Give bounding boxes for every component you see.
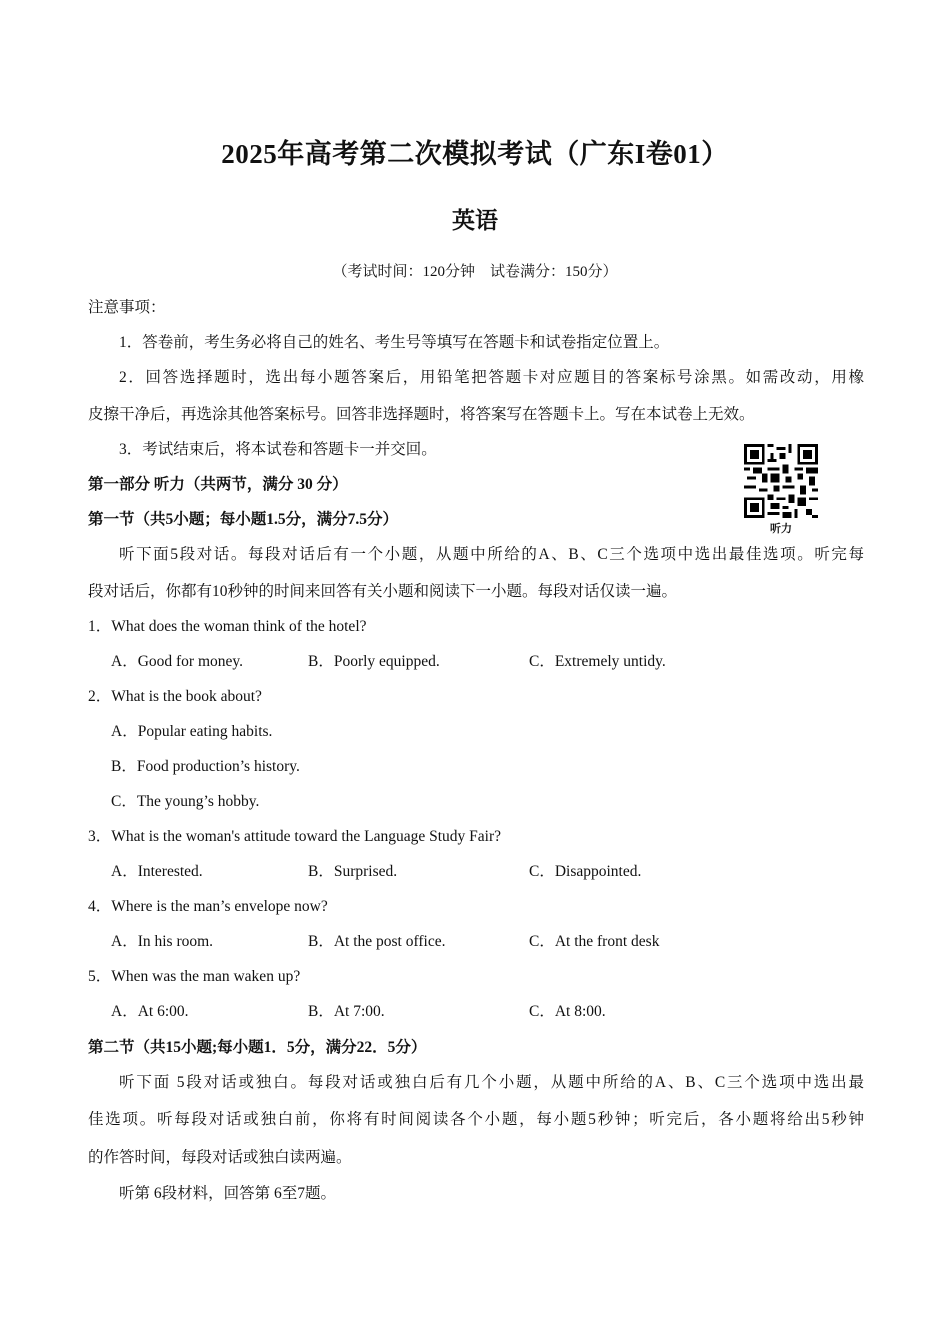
note-item-1: 1．答卷前，考生务必将自己的姓名、考生号等填写在答题卡和试卷指定位置上。 (119, 334, 670, 351)
option-a: A．Popular eating habits. (111, 723, 273, 740)
question-5-options (0, 999, 950, 1023)
part1-heading: 第一部分 听力（共两节，满分 30 分） (88, 476, 348, 493)
option-c: C．Extremely untidy. (529, 653, 666, 670)
exam-title: 2025年高考第二次模拟考试（广东I卷01） (221, 139, 729, 169)
section1-instruction-line-1: 听下面5段对话。每段对话后有一个小题，从题中所给的A、B、C三个选项中选出最佳选项。听完每 (119, 546, 864, 563)
material-6-instruction: 听第 6段材料，回答第 6至7题。 (119, 1185, 337, 1202)
section2-instruction-line-2: 佳选项。听每段对话或独白前，你将有时间阅读各个小题，每小题5秒钟；听完后，各小题将给出5秒钟 (88, 1111, 864, 1128)
exam-info: （考试时间：120分钟 试卷满分：150分） (332, 264, 618, 280)
option-a: A．Good for money. (111, 653, 244, 670)
section2-instruction-line-3: 的作答时间，每段对话或独白读两遍。 (88, 1149, 352, 1166)
question-1-options (0, 649, 950, 673)
section1-instruction-line-2: 段对话后，你都有10秒钟的时间来回答有关小题和阅读下一小题。每段对话仅读一遍。 (88, 583, 678, 600)
section2-heading: 第二节（共15小题;每小题1．5分，满分22．5分） (88, 1039, 427, 1056)
question-4-options (0, 929, 950, 953)
notes-heading: 注意事项： (88, 299, 166, 316)
option-b: B．Surprised. (308, 863, 398, 880)
question-4-stem: 4．Where is the man’s envelope now? (88, 898, 328, 915)
subject-title: 英语 (452, 208, 498, 233)
qr-label: 听力 (770, 522, 792, 535)
option-c: C．Disappointed. (529, 863, 642, 880)
option-c: C．The young’s hobby. (111, 793, 260, 810)
section2-instruction-line-1: 听下面 5段对话或独白。每段对话或独白后有几个小题，从题中所给的A、B、C三个选项中选出最 (119, 1074, 864, 1091)
note-item-2-line-1: 2．回答选择题时，选出每小题答案后，用铅笔把答题卡对应题目的答案标号涂黑。如需改动，用橡 (119, 369, 864, 386)
qr-code-icon (740, 444, 822, 518)
section1-heading: 第一节（共5小题；每小题1.5分，满分7.5分） (88, 511, 399, 528)
option-a: A．At 6:00. (111, 1003, 189, 1020)
question-3-stem: 3．What is the woman's attitude toward the Language Study Fair? (88, 828, 502, 845)
option-a: A．Interested. (111, 863, 203, 880)
option-b: B．At the post office. (308, 933, 446, 950)
question-3-options (0, 859, 950, 883)
question-1-stem: 1．What does the woman think of the hotel? (88, 618, 367, 635)
option-b: B．Poorly equipped. (308, 653, 440, 670)
question-5-stem: 5．When was the man waken up? (88, 968, 301, 985)
note-item-3: 3．考试结束后，将本试卷和答题卡一并交回。 (119, 441, 437, 458)
option-b: B．At 7:00. (308, 1003, 385, 1020)
option-c: C．At 8:00. (529, 1003, 606, 1020)
option-a: A．In his room. (111, 933, 214, 950)
note-item-2-line-2: 皮擦干净后，再选涂其他答案标号。回答非选择题时，将答案写在答题卡上。写在本试卷上无效。 (88, 406, 755, 423)
option-b: B．Food production’s history. (111, 758, 300, 775)
question-2-stem: 2．What is the book about? (88, 688, 262, 705)
option-c: C．At the front desk (529, 933, 660, 950)
